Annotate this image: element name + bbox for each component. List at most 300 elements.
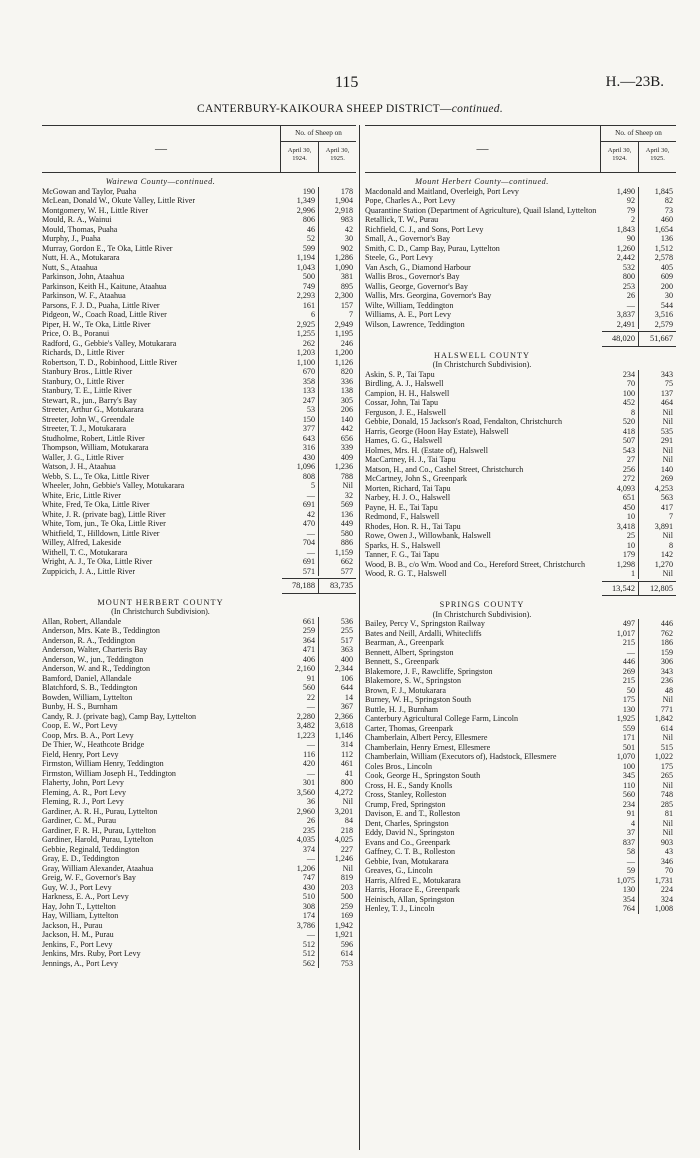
sheep-1925: 1,008	[654, 904, 673, 913]
owner-name: Ferguson, J. E., Halswell	[365, 407, 447, 417]
sheep-1924: 91	[602, 809, 639, 819]
sheep-1924: —	[282, 854, 319, 864]
owner-name: Bennett, Albert, Springston	[365, 647, 454, 657]
owner-name: De Thier, W., Heathcote Bridge	[42, 740, 145, 749]
sheep-1924: 215	[602, 638, 639, 648]
sheep-1925: 515	[660, 742, 673, 752]
owner-name: Jackson, H. M., Purau	[42, 930, 114, 939]
owner-name: Narbey, H. J. O., Halswell	[365, 493, 451, 502]
title-continued: continued.	[451, 103, 504, 115]
sheep-1925: 7	[668, 512, 673, 521]
owner-name: Gardiner, C. M., Purau	[42, 816, 117, 825]
sheep-1925: 112	[341, 749, 353, 759]
sheep-1925: 4,272	[334, 787, 353, 797]
owner-name: Dent, Charles, Springston	[365, 818, 449, 828]
owner-name: Wood, B. B., c/o Wm. Wood and Co., Hereford Street, Christchurch	[365, 559, 586, 569]
owner-name: Fleming, A. R., Port Levy	[42, 787, 127, 797]
table-row	[365, 714, 676, 724]
owner-name: Wallis, Mrs. Georgina, Governor's Bay	[365, 291, 492, 300]
sheep-1924: 174	[282, 911, 319, 921]
sheep-1925: 200	[660, 281, 673, 291]
sheep-1924: —	[602, 648, 639, 658]
sheep-1924: 661	[282, 617, 319, 627]
sheep-1924: 418	[602, 427, 639, 437]
sheep-1925: 363	[340, 645, 353, 654]
sheep-1924: 130	[602, 705, 639, 715]
sheep-1924: 175	[602, 695, 639, 705]
sheep-1925: 517	[340, 635, 353, 645]
owner-name: Williams, A. E., Port Levy	[365, 310, 451, 319]
sheep-1925: 1,195	[334, 329, 353, 338]
sheep-1925: 178	[340, 186, 353, 196]
owner-name: White, J. R. (private bag), Little River	[42, 509, 166, 519]
table-row	[365, 301, 676, 311]
owner-name: Davison, E. and T., Rolleston	[365, 809, 461, 818]
owner-name: Nutt, H. A., Motukarara	[42, 253, 120, 262]
owner-name: Price, O. B., Poranui	[42, 329, 110, 338]
sheep-1924: 247	[282, 396, 319, 406]
sheep-1924: —	[282, 702, 319, 712]
sheep-1924: 452	[602, 398, 639, 408]
owner-name: Gardiner, A. R. H., Purau, Lyttelton	[42, 806, 158, 816]
sheep-1925: 140	[660, 464, 673, 474]
table-row	[365, 790, 676, 800]
sheep-1925: Nil	[662, 407, 673, 417]
owner-name: Jennings, A., Port Levy	[42, 958, 118, 968]
owner-name: Allan, Robert, Allandale	[42, 616, 122, 626]
sheep-1925: 1,921	[334, 930, 353, 939]
subdivision-heading	[365, 610, 676, 620]
sheep-1924: 1,490	[602, 187, 639, 197]
sheep-1924: 171	[602, 733, 639, 743]
owner-name: White, Eric, Little River	[42, 490, 121, 500]
sheep-1924: 262	[282, 339, 319, 349]
owner-name: Flaherty, John, Port Levy	[42, 778, 124, 787]
table-row	[365, 272, 676, 282]
table-row	[365, 724, 676, 734]
sheep-1924: 806	[282, 215, 319, 225]
table-row	[365, 379, 676, 389]
county-heading	[365, 177, 676, 187]
sheep-1924: 2,280	[282, 712, 319, 722]
table-row	[365, 828, 676, 838]
sheep-1924: 420	[282, 759, 319, 769]
year-1925-header: April 30, 1925.	[645, 147, 670, 162]
table-row	[42, 826, 356, 836]
sheep-1925: Nil	[662, 455, 673, 464]
table-row	[42, 778, 356, 788]
table-row	[42, 405, 356, 415]
sheep-1924: 1,255	[282, 329, 319, 339]
table-row	[365, 320, 676, 330]
sheep-1924: 1,925	[602, 714, 639, 724]
owner-name: Harris, Horace E., Greenpark	[365, 885, 460, 894]
sheep-1924: 670	[282, 367, 319, 377]
sheep-1925: 175	[660, 761, 673, 771]
table-header	[365, 125, 676, 173]
sheep-1925: 83,735	[319, 578, 356, 594]
sheep-1925: 1,236	[334, 462, 353, 471]
table-row	[42, 548, 356, 558]
table-row	[42, 759, 356, 769]
sheep-1925: 662	[340, 557, 353, 566]
table-row	[365, 215, 676, 225]
sheep-1924: 510	[282, 892, 319, 902]
owner-name: Coles Bros., Lincoln	[365, 761, 432, 771]
sheep-1924: 2,293	[282, 291, 319, 301]
sheep-1924: 234	[602, 800, 639, 810]
owner-name: Fleming, R. J., Port Levy	[42, 797, 124, 806]
sheep-1924: 190	[282, 187, 319, 197]
table-row	[42, 443, 356, 453]
sheep-1925: 291	[660, 436, 673, 445]
owner-name: Pidgeon, W., Coach Road, Little River	[42, 310, 167, 319]
table-row	[42, 674, 356, 684]
table-row	[365, 752, 676, 762]
heading-text: (In Christchurch Subdivision).	[111, 607, 210, 616]
county-heading	[42, 598, 356, 608]
owner-name: McGowan and Taylor, Puaha	[42, 186, 137, 196]
sheep-1924: 800	[602, 272, 639, 282]
sheep-1925: 70	[664, 866, 673, 875]
owner-name: Harris, George (Hoon Hay Estate), Halswell	[365, 426, 509, 436]
table-row	[365, 493, 676, 503]
heading-text: Mount Herbert County—continued.	[415, 177, 549, 186]
sheep-1924: 651	[602, 493, 639, 503]
sheep-1924: 764	[602, 904, 639, 914]
sheep-1924: 25	[602, 531, 639, 541]
sheep-1925: 400	[340, 654, 353, 664]
owner-name: Field, Henry, Port Levy	[42, 749, 119, 759]
table-row	[365, 838, 676, 848]
owner-name: Blakemore, J. F., Rawcliffe, Springston	[365, 666, 493, 676]
table-row	[365, 648, 676, 658]
table-row	[365, 885, 676, 895]
table-row	[365, 705, 676, 715]
owner-name: Gebbie, Ivan, Motukarara	[365, 856, 449, 866]
sheep-1924: 2,925	[282, 320, 319, 330]
table-row	[42, 930, 356, 940]
sheep-1924: 308	[282, 902, 319, 912]
sheep-1924: 507	[602, 436, 639, 446]
sheep-1925: 206	[340, 405, 353, 414]
owner-name: Parkinson, W. F., Ataahua	[42, 291, 126, 300]
sheep-1924: 1,298	[602, 560, 639, 570]
table-row	[365, 657, 676, 667]
sheep-1924: 26	[602, 291, 639, 301]
table-header	[42, 125, 356, 173]
county-heading	[365, 600, 676, 610]
sheep-1924: 1	[602, 569, 639, 579]
owner-name: Gardiner, F. R. H., Purau, Lyttelton	[42, 825, 156, 835]
table-row	[365, 196, 676, 206]
table-row	[42, 529, 356, 539]
sheep-1924: 430	[282, 883, 319, 893]
owner-name: Streeter, Arthur G., Motukarara	[42, 405, 144, 414]
owner-name: Bennett, S., Greenpark	[365, 657, 439, 666]
table-row	[365, 253, 676, 263]
owner-name: Jenkins, F., Port Levy	[42, 939, 113, 949]
sheep-1925: 563	[660, 493, 673, 502]
sheep-1924: 50	[602, 686, 639, 696]
sheep-1925: 535	[660, 426, 673, 436]
table-row	[42, 845, 356, 855]
table-row	[42, 377, 356, 387]
owner-name: Bunby, H. S., Burnham	[42, 702, 118, 711]
sheep-1924: 256	[602, 465, 639, 475]
sheep-1924: 497	[602, 619, 639, 629]
sheep-1924: 560	[602, 790, 639, 800]
owner-name: Retallick, T. W., Purau	[365, 215, 439, 224]
owner-name: Wood, R. G. T., Halswell	[365, 569, 447, 578]
heading-text: HALSWELL COUNTY	[433, 350, 531, 360]
sheep-1925: 1,159	[334, 547, 353, 557]
table-row	[365, 531, 676, 541]
sheep-1925: 1,942	[334, 920, 353, 930]
table-row	[365, 541, 676, 551]
owner-name: Redmond, F., Halswell	[365, 512, 440, 521]
sheep-1924: 1,260	[602, 244, 639, 254]
sheep-1925: 2,578	[654, 253, 673, 262]
table-row	[42, 769, 356, 779]
sheep-1925: Nil	[342, 863, 353, 873]
sheep-1924: 691	[282, 500, 319, 510]
sheep-1925: 306	[660, 657, 673, 666]
owner-name: Firmston, William Joseph H., Teddington	[42, 768, 176, 778]
table-row	[42, 510, 356, 520]
sheep-1925: 224	[660, 885, 673, 894]
owner-name: Chamberlain, Albert Percy, Ellesmere	[365, 733, 488, 742]
owner-name: Piper, H. W., Te Oka, Little River	[42, 319, 151, 329]
table-row	[365, 876, 676, 886]
sheep-1925: 536	[340, 616, 353, 626]
left-table-body	[42, 173, 356, 968]
owner-name: Gebbie, Reginald, Teddington	[42, 844, 140, 854]
table-row	[42, 645, 356, 655]
owner-name: Richfield, C. J., and Sons, Port Levy	[365, 224, 484, 234]
right-table	[365, 125, 676, 1125]
sheep-1925: 32	[344, 490, 353, 500]
sheep-1925: Nil	[662, 445, 673, 455]
owner-name: Montgomery, W. H., Little River	[42, 205, 149, 215]
sheep-1924: 5	[282, 481, 319, 491]
sheep-1925: 1,200	[334, 348, 353, 357]
sheep-1925: 580	[340, 528, 353, 538]
owner-name: Sparks, H. S., Halswell	[365, 540, 441, 550]
sheep-1924: 2,160	[282, 664, 319, 674]
table-row	[42, 892, 356, 902]
sheep-1924: 235	[282, 826, 319, 836]
table-row	[42, 500, 356, 510]
sheep-1925: 1,731	[654, 875, 673, 885]
sheep-1924: 272	[602, 474, 639, 484]
sheep-1925: 343	[660, 666, 673, 676]
sheep-1924: 316	[282, 443, 319, 453]
table-row	[42, 339, 356, 349]
owner-name: Pope, Charles A., Port Levy	[365, 196, 456, 205]
sheep-1925: 1,022	[654, 752, 673, 761]
sheep-1925: 442	[340, 424, 353, 433]
table-row	[42, 911, 356, 921]
heading-text: (In Christchurch Subdivision).	[432, 360, 532, 369]
sheep-1924: 406	[282, 655, 319, 665]
sheep-1925: 3,516	[654, 310, 673, 319]
owner-name: Willey, Alfred, Lakeside	[42, 538, 122, 547]
sheep-1925: Nil	[342, 797, 353, 806]
owner-name: Blatchford, S. B., Teddington	[42, 683, 138, 692]
table-row	[42, 949, 356, 959]
sheep-1925: 106	[340, 673, 353, 683]
table-row	[42, 959, 356, 969]
table-row	[42, 835, 356, 845]
owner-name: Askin, S. P., Tai Tapu	[365, 369, 435, 379]
table-row	[42, 253, 356, 263]
sheep-1925: 1,845	[654, 186, 673, 196]
owner-name: Rhodes, Hon. R. H., Tai Tapu	[365, 521, 461, 531]
owner-name: Crump, Fred, Springston	[365, 799, 446, 809]
table-row	[365, 263, 676, 273]
title-main: CANTERBURY-KAIKOURA SHEEP DISTRICT—	[196, 103, 452, 115]
sheep-1925: 1,246	[334, 854, 353, 863]
table-row	[42, 693, 356, 703]
table-row	[42, 655, 356, 665]
owner-name: Cook, George H., Springston South	[365, 771, 481, 780]
sheep-1925: 285	[660, 799, 673, 809]
sheep-1924: 42	[282, 510, 319, 520]
table-row	[42, 740, 356, 750]
sheep-1924: 10	[602, 541, 639, 551]
sheep-1925: 339	[340, 443, 353, 452]
owner-name: Gebbie, Donald, 15 Jackson's Road, Fendalton, Christchurch	[365, 417, 563, 426]
sheep-1924: 150	[282, 415, 319, 425]
sheep-1925: 140	[340, 414, 353, 424]
sheep-1924: 1,843	[602, 225, 639, 235]
owner-name: Watson, J. H., Ataahua	[42, 462, 116, 471]
owner-name: Evans and Co., Greenpark	[365, 837, 451, 847]
sheep-1924: 48,020	[602, 331, 639, 347]
sheep-1925: 753	[340, 958, 353, 968]
sheep-1925: 48	[664, 685, 673, 695]
owner-name: Jackson, H., Purau	[42, 920, 103, 930]
sheep-1925: 2,300	[334, 291, 353, 300]
owner-name: Brown, F. J., Motukarara	[365, 685, 446, 695]
sheep-1924: 3,786	[282, 921, 319, 931]
table-row	[365, 686, 676, 696]
table-row	[42, 386, 356, 396]
sheep-1924: 100	[602, 762, 639, 772]
sheep-1925: 788	[340, 471, 353, 481]
table-row	[365, 310, 676, 320]
table-row	[365, 398, 676, 408]
table-row	[365, 733, 676, 743]
table-row	[365, 667, 676, 677]
header-dash: —	[42, 126, 281, 172]
sheep-1925: 461	[340, 759, 353, 768]
sheep-1924: 259	[282, 626, 319, 636]
table-row	[42, 788, 356, 798]
table-row	[365, 465, 676, 475]
owner-name: Carter, Thomas, Greenpark	[365, 723, 454, 733]
sheep-1925: 136	[340, 509, 353, 519]
sheep-1925: 84	[344, 816, 353, 825]
sheep-1924: 2,960	[282, 807, 319, 817]
sheep-1924: 46	[282, 225, 319, 235]
column-divider	[359, 125, 360, 1150]
sheep-1924: 130	[602, 885, 639, 895]
sheep-1924: 430	[282, 453, 319, 463]
sheep-1924: 1,043	[282, 263, 319, 273]
sheep-1925: 336	[340, 376, 353, 386]
sheep-1925: 2,344	[334, 664, 353, 673]
sheep-1925: 142	[660, 550, 673, 559]
sheep-1924: 1,203	[282, 348, 319, 358]
sheep-1924: 161	[282, 301, 319, 311]
owner-name: Smith, C. D., Camp Bay, Purau, Lyttelton	[365, 243, 500, 253]
table-row	[42, 234, 356, 244]
owner-name: Burney, W. H., Springston South	[365, 695, 472, 704]
owner-name: Whitfield, T., Hilldown, Little River	[42, 528, 160, 538]
sheep-1925: 367	[340, 702, 353, 711]
sheep-1924: 691	[282, 557, 319, 567]
owner-name: Bearman, A., Greenpark	[365, 638, 444, 647]
sheep-1924: 4,093	[602, 484, 639, 494]
sheep-1925: 417	[660, 502, 673, 512]
owner-name: Hay, John T., Lyttelton	[42, 901, 116, 911]
sheep-1924: 6	[282, 310, 319, 320]
sheep-1924: 1,206	[282, 864, 319, 874]
sheep-1925: 324	[660, 894, 673, 904]
owner-name: Gaffney, C. T. B., Rolleston	[365, 847, 456, 856]
sheep-1925: 983	[340, 215, 353, 224]
sheep-1925: 886	[340, 538, 353, 547]
sheep-1924: 837	[602, 838, 639, 848]
sheep-1924: —	[282, 491, 319, 501]
sheep-1924: 808	[282, 472, 319, 482]
table-row	[365, 446, 676, 456]
sheep-1925: 446	[660, 619, 673, 628]
owner-name: Thompson, William, Motukarara	[42, 443, 149, 452]
sheep-1925: 2,949	[334, 319, 353, 329]
owner-name: Studholme, Robert, Little River	[42, 433, 145, 443]
table-row	[42, 462, 356, 472]
owner-name: Streeter, T. J., Motukarara	[42, 424, 127, 433]
sheep-1925: 305	[340, 395, 353, 405]
table-row	[42, 424, 356, 434]
sheep-1925: 1,286	[334, 253, 353, 262]
sheep-1924: 500	[282, 272, 319, 282]
owner-name: Buttle, H. J., Burnham	[365, 704, 439, 714]
sheep-1924: 36	[282, 797, 319, 807]
table-row	[365, 800, 676, 810]
owner-name: Zuppicich, J. A., Little River	[42, 566, 136, 576]
table-row	[365, 389, 676, 399]
subdivision-heading	[365, 360, 676, 370]
table-row	[42, 320, 356, 330]
sheep-1925: 346	[660, 856, 673, 866]
sheep-1924: 37	[602, 828, 639, 838]
sheep-1924: 27	[602, 455, 639, 465]
owner-name: Steele, G., Port Levy	[365, 253, 433, 262]
table-row	[42, 187, 356, 197]
sheep-1925: 51,667	[639, 331, 676, 347]
sheep-1924: 92	[602, 196, 639, 206]
table-row	[42, 348, 356, 358]
sheep-1925: 3,201	[334, 806, 353, 816]
sheep-1925: 259	[340, 901, 353, 911]
owner-name: Anderson, Mrs. Kate B., Teddington	[42, 626, 160, 635]
table-row	[42, 519, 356, 529]
sheep-1925: 449	[340, 519, 353, 528]
